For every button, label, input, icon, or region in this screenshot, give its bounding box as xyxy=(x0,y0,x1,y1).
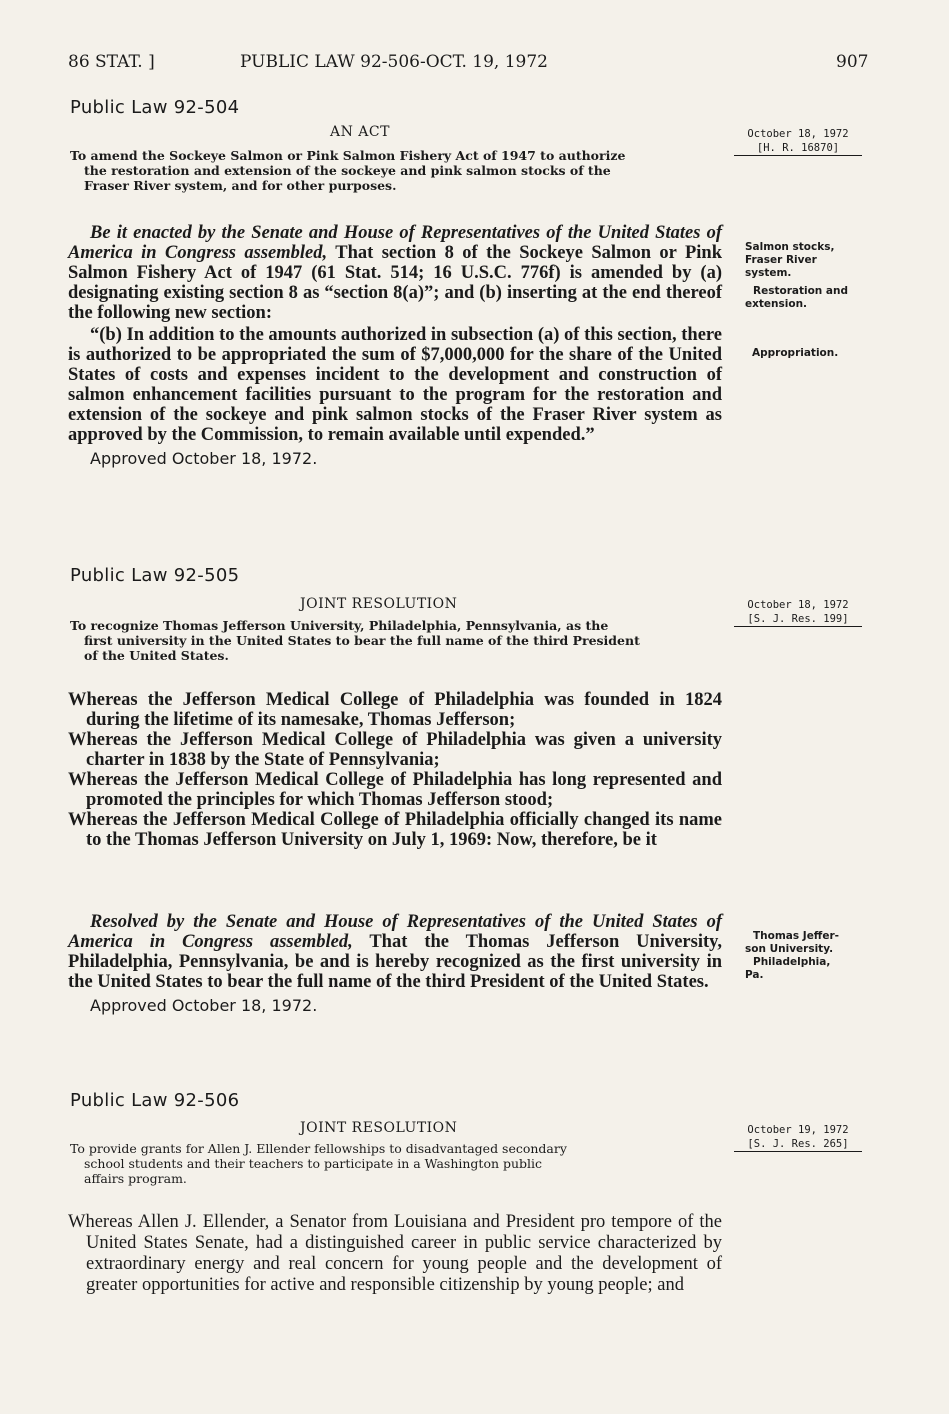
side-note-line: Philadelphia, xyxy=(753,956,831,968)
side-note-appropriation: Appropriation. xyxy=(752,347,839,359)
act-type: AN ACT xyxy=(330,124,390,140)
whereas-clause: Whereas the Jefferson Medical College of Philadelphia has long represented and promoted the principles for which Thomas Jefferson stood; xyxy=(68,770,722,810)
whereas-clauses xyxy=(68,690,722,850)
enacting-section xyxy=(68,223,722,469)
side-note-restoration xyxy=(745,285,848,311)
side-note-line: Pa. xyxy=(745,969,764,981)
side-note-line: Restoration and xyxy=(753,285,848,297)
margin-bill: [S. J. Res. 199] xyxy=(734,612,862,627)
side-note-salmon xyxy=(745,241,834,280)
act-purpose xyxy=(70,1141,722,1186)
margin-reference xyxy=(734,127,862,156)
purpose-line: To provide grants for Allen J. Ellender fellowships to disadvantaged secondary xyxy=(70,1141,567,1156)
law-title: Public Law 92-506 xyxy=(70,1090,240,1111)
margin-bill: [S. J. Res. 265] xyxy=(734,1137,862,1152)
resolving-clause: Resolved by the Senate and House of Representatives of the United States of America in Congress assembled, xyxy=(68,912,722,952)
running-header-stat: 86 STAT. ] xyxy=(68,52,155,72)
subsection-b: “(b) In addition to the amounts authorized in subsection (a) of this section, there is authorized to be appropriated the sum of $7,000,000 for the share of the United States of costs and expenses incident to the development and construction of salmon enhancement facilities pursuant to the program for the restoration and extension of the sockeye and pink salmon stocks of the Fraser River system as approved by the Commission, to remain available until expended.” xyxy=(68,325,722,445)
margin-date: October 18, 1972 xyxy=(747,599,849,611)
side-note-line: son University. xyxy=(745,943,834,955)
purpose-line: school students and their teachers to participate in a Washington public xyxy=(84,1156,543,1171)
purpose-line: first university in the United States to bear the full name of the third President xyxy=(84,633,640,648)
side-note-line: extension. xyxy=(745,298,808,310)
margin-date: October 18, 1972 xyxy=(747,128,849,140)
purpose-line: To amend the Sockeye Salmon or Pink Salmon Fishery Act of 1947 to authorize xyxy=(70,148,626,163)
whereas-clauses xyxy=(68,1212,722,1296)
enacting-text: That section 8 of the Sockeye Salmon or Pink Salmon Fishery Act of 1947 (61 Stat. 514; 16 U.S.C. 776f) is amended by (a) designating existing section 8 as “section 8(a)”; and (b) inserting at the end thereof the following new section: xyxy=(68,243,722,323)
side-note-line: Salmon stocks, xyxy=(745,241,835,253)
law-title: Public Law 92-504 xyxy=(70,97,240,118)
margin-date: October 19, 1972 xyxy=(747,1124,849,1136)
whereas-clause: Whereas Allen J. Ellender, a Senator from Louisiana and President pro tempore of the United States Senate, had a distinguished career in public service characterized by extraordinary energy and real concern for young people and the development of greater opportunities for active and responsible citizenship by young people; and xyxy=(68,1212,722,1295)
purpose-line: affairs program. xyxy=(84,1171,187,1186)
act-purpose xyxy=(70,148,722,193)
side-note-line: system. xyxy=(745,267,792,279)
act-purpose xyxy=(70,618,722,663)
side-note-line: Fraser River xyxy=(745,254,817,266)
side-note-jefferson xyxy=(745,930,839,982)
law-title: Public Law 92-505 xyxy=(70,565,240,586)
approved-date: Approved October 18, 1972. xyxy=(90,996,318,1015)
act-type: JOINT RESOLUTION xyxy=(300,1120,458,1136)
purpose-line: the restoration and extension of the sockeye and pink salmon stocks of the xyxy=(84,163,611,178)
running-header-title: PUBLIC LAW 92-506-OCT. 19, 1972 xyxy=(240,52,548,72)
approved-date: Approved October 18, 1972. xyxy=(90,449,318,468)
resolution-section xyxy=(68,912,722,1016)
whereas-clause: Whereas the Jefferson Medical College of Philadelphia officially changed its name to the Thomas Jefferson University on July 1, 1969: Now, therefore, be it xyxy=(68,810,722,850)
enacting-clause: Be it enacted by the Senate and House of Representatives of the United States of America in Congress assembled, xyxy=(68,223,722,263)
resolution-text: That the Thomas Jefferson University, Philadelphia, Pennsylvania, be and is hereby recognized as the first university in the United States to bear the full name of the third President of the United States. xyxy=(68,932,722,992)
act-type: JOINT RESOLUTION xyxy=(300,596,458,612)
purpose-line: Fraser River system, and for other purposes. xyxy=(84,178,397,193)
margin-reference xyxy=(734,1123,862,1152)
side-note-line: Thomas Jeffer- xyxy=(753,930,839,942)
purpose-line: To recognize Thomas Jefferson University, Philadelphia, Pennsylvania, as the xyxy=(70,618,609,633)
margin-reference xyxy=(734,598,862,627)
page-number: 907 xyxy=(836,52,869,72)
purpose-line: of the United States. xyxy=(84,648,229,663)
margin-bill: [H. R. 16870] xyxy=(734,141,862,156)
whereas-clause: Whereas the Jefferson Medical College of Philadelphia was given a university charter in 1838 by the State of Pennsylvania; xyxy=(68,730,722,770)
whereas-clause: Whereas the Jefferson Medical College of Philadelphia was founded in 1824 during the lifetime of its namesake, Thomas Jefferson; xyxy=(68,690,722,730)
